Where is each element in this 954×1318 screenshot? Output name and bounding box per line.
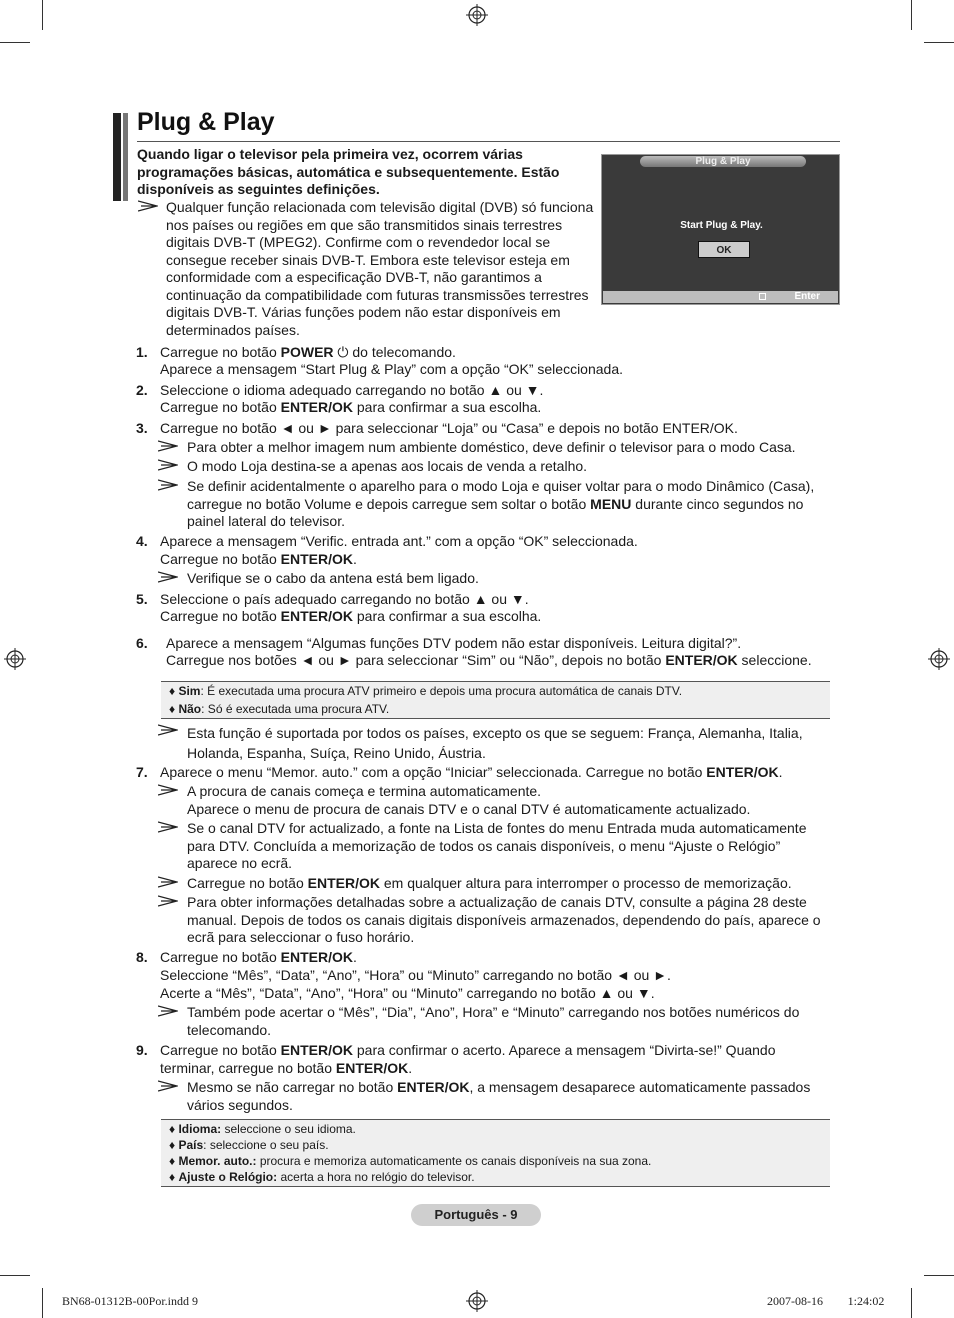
note-arrow-icon	[158, 440, 178, 452]
step-number: 1.	[136, 344, 148, 360]
registration-mark-icon	[928, 648, 950, 670]
step-3-note: Se definir acidentalmente o aparelho para o modo Loja e quiser voltar para o modo Dinâmico (Casa), carregue no botão Volume e depois carregue sem soltar o botão MENU durante cinco segundos no painel lateral do televisor.	[187, 478, 815, 529]
registration-mark-icon	[4, 648, 26, 670]
note-arrow-icon	[158, 459, 178, 471]
crop-mark	[42, 1288, 43, 1318]
step-6-note: Esta função é suportada por todos os países, excepto os que se seguem: França, Alemanha, Italia, Holanda, Espanha, Suíça, Reino Unido, Áustria.	[187, 725, 803, 761]
tv-osd-screen	[601, 154, 840, 305]
step-6-line: Aparece a mensagem “Algumas funções DTV podem não estar disponíveis. Leitura digital?”.	[166, 635, 742, 651]
step-number: 6.	[136, 635, 148, 651]
step-number: 3.	[136, 420, 148, 436]
osd-message: Start Plug & Play.	[680, 220, 763, 231]
intro-paragraph: Quando ligar o televisor pela primeira vez, ocorrem várias programações básicas, automática e subsequentemente. Estão disponíveis as seguintes definições.	[137, 146, 560, 197]
registration-mark-icon	[466, 1290, 488, 1312]
step-1-line2: Aparece a mensagem “Start Plug & Play” com a opção “OK” seleccionada.	[160, 361, 623, 377]
note-arrow-icon	[158, 876, 178, 888]
registration-mark-icon	[466, 4, 488, 26]
step-7-note: Se o canal DTV for actualizado, a fonte na Lista de fontes do menu Entrada muda automaticamente para DTV. Concluída a memorização de todos os canais disponíveis, o menu “Ajuste o Relógio” aparece no ecrã.	[187, 820, 807, 871]
step-7-note: A procura de canais começa e termina automaticamente.	[187, 783, 542, 799]
step-7-note: Carregue no botão ENTER/OK em qualquer altura para interromper o processo de memorização.	[187, 875, 792, 891]
step-6-line2: Carregue nos botões ◄ ou ► para seleccionar “Sim” ou “Não”, depois no botão ENTER/OK seleccione.	[166, 652, 812, 668]
note-arrow-icon	[158, 821, 178, 833]
bullet-icon: ♦	[169, 702, 179, 716]
enter-icon	[759, 293, 766, 300]
note-arrow-icon	[158, 479, 178, 491]
note-arrow-icon	[158, 571, 178, 583]
step-8-line3: Acerte a “Mês”, “Data”, “Ano”, “Hora” ou “Minuto” carregando no botão ▲ ou ▼.	[160, 985, 655, 1001]
note-arrow-icon	[158, 784, 178, 796]
step-number: 8.	[136, 949, 148, 965]
note-arrow-icon	[158, 724, 178, 736]
step-8-line2: Seleccione “Mês”, “Data”, “Ano”, “Hora” ou “Minuto” carregando no botão ◄ ou ►.	[160, 967, 671, 983]
osd-enter-label: Enter	[794, 291, 820, 302]
note-arrow-icon	[158, 895, 178, 907]
title-accent-bar	[123, 113, 128, 201]
title-divider	[137, 141, 840, 142]
step-3-note: O modo Loja destina-se a apenas aos locais de venda a retalho.	[187, 458, 588, 474]
note-arrow-icon	[158, 1080, 178, 1092]
summary-row: ♦ Ajuste o Relógio: acerta a hora no relógio do televisor.	[169, 1170, 475, 1184]
summary-row: ♦ País: seleccione o seu país.	[169, 1138, 329, 1152]
step-3-note: Para obter a melhor imagem num ambiente doméstico, deve definir o televisor para o modo Casa.	[187, 439, 796, 455]
power-icon: ⏻	[333, 344, 349, 360]
step-9-note: Mesmo se não carregar no botão ENTER/OK, a mensagem desaparece automaticamente passados vários segundos.	[187, 1079, 811, 1113]
step-number: 2.	[136, 382, 148, 398]
crop-mark	[0, 1275, 30, 1276]
crop-mark	[924, 42, 954, 43]
step-3-line: Carregue no botão ◄ ou ► para seleccionar “Loja” ou “Casa” e depois no botão ENTER/OK.	[160, 420, 738, 436]
info-box	[161, 681, 830, 719]
summary-box	[161, 1119, 830, 1187]
bullet-icon: ♦	[169, 1170, 179, 1184]
note-arrow-icon	[158, 1005, 178, 1017]
step-5-line: Seleccione o país adequado carregando no botão ▲ ou ▼.	[160, 591, 529, 607]
step-4-line2: Carregue no botão ENTER/OK.	[160, 551, 357, 567]
page-number-label: Português - 9	[411, 1204, 541, 1226]
bullet-icon: ♦	[169, 1122, 179, 1136]
step-8-note: Também pode acertar o “Mês”, “Dia”, “Ano”, Hora” e “Minuto” carregando nos botões numéricos do telecomando.	[187, 1004, 800, 1038]
step-7-note: Para obter informações detalhadas sobre a actualização de canais DTV, consulte a página 28 deste manual. Depois de todos os canais digitais disponíveis armazenados, dependendo do país, aparece o ecrã para seleccionar o fuso horário.	[187, 894, 821, 945]
step-number: 4.	[136, 533, 148, 549]
bullet-icon: ♦	[169, 1138, 179, 1152]
info-row: ♦ Não: Só é executada uma procura ATV.	[169, 702, 390, 716]
step-8-line: Carregue no botão ENTER/OK.	[160, 949, 357, 965]
step-9-line: Carregue no botão ENTER/OK para confirmar o acerto. Aparece a mensagem “Divirta-se!” Quando terminar, carregue no botão ENTER/OK.	[160, 1042, 776, 1076]
step-1-line: Carregue no botão POWER ⏻ do telecomando.	[160, 344, 456, 360]
osd-ok-button: OK	[698, 241, 750, 258]
step-number: 7.	[136, 764, 148, 780]
file-slug: BN68-01312B-00Por.indd 9	[62, 1294, 199, 1308]
summary-row: ♦ Idioma: seleccione o seu idioma.	[169, 1122, 356, 1136]
info-row: ♦ Sim: É executada uma procura ATV primeiro e depois uma procura automática de canais DTV.	[169, 684, 683, 698]
intro-note: Qualquer função relacionada com televisão digital (DVB) só funciona nos países ou regiões em que são transmitidos sinais terrestres digitais DVB-T (MPEG2). Confirme com o revendedor local se consegue receber sinais DVB-T. Embora este televisor esteja em conformidade com a especificação DVB-T, não garantimos a continuação da compatibilidade com futuras transmissões terrestres digitais DVB-T. Várias funções podem não estar disponíveis em determinados países.	[166, 199, 594, 338]
step-5-line2: Carregue no botão ENTER/OK para confirmar a sua escolha.	[160, 608, 542, 624]
crop-mark	[924, 1275, 954, 1276]
bullet-icon: ♦	[169, 684, 179, 698]
bullet-icon: ♦	[169, 1154, 179, 1168]
step-2-line: Seleccione o idioma adequado carregando no botão ▲ ou ▼.	[160, 382, 544, 398]
step-4-note: Verifique se o cabo da antena está bem ligado.	[187, 570, 479, 586]
step-7-line: Aparece o menu “Memor. auto.” com a opção “Iniciar” seleccionada. Carregue no botão ENTER/OK.	[160, 764, 783, 780]
osd-header: Plug & Play	[640, 156, 806, 167]
note-arrow-icon	[138, 200, 158, 212]
crop-mark	[0, 42, 30, 43]
title-accent-bar	[113, 113, 121, 201]
step-7-note: Aparece o menu de procura de canais DTV e o canal DTV é automaticamente actualizado.	[187, 801, 751, 817]
osd-footer	[603, 291, 838, 303]
crop-mark	[42, 0, 43, 30]
step-4-line: Aparece a mensagem “Verific. entrada ant.” com a opção “OK” seleccionada.	[160, 533, 638, 549]
date-slug: 2007-08-16 ￿￿ 1:24:02	[767, 1294, 885, 1308]
step-2-line2: Carregue no botão ENTER/OK para confirmar a sua escolha.	[160, 399, 542, 415]
page-title: Plug & Play	[137, 108, 275, 136]
step-number: 9.	[136, 1042, 148, 1058]
summary-row: ♦ Memor. auto.: procura e memoriza automaticamente os canais disponíveis na sua zona.	[169, 1154, 652, 1168]
step-number: 5.	[136, 591, 148, 607]
crop-mark	[911, 0, 912, 30]
crop-mark	[911, 1288, 912, 1318]
